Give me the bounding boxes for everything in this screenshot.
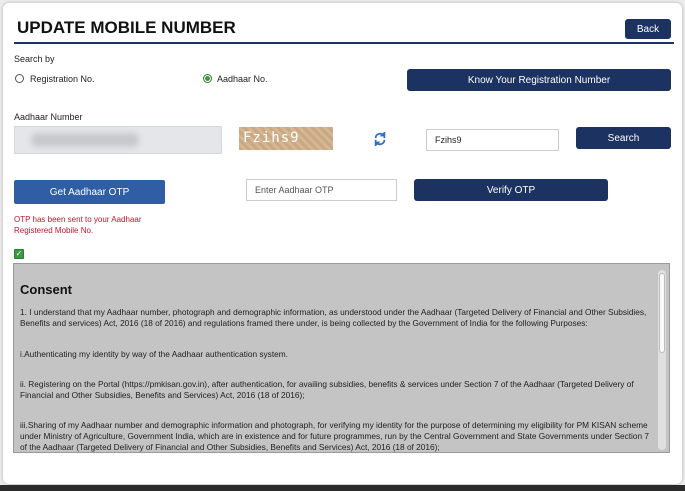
radio-aadhaar-no[interactable] [203,74,212,83]
consent-paragraph-2: i.Authenticating my identity by way of the Aadhaar authentication system. [20,349,288,359]
page-title: UPDATE MOBILE NUMBER [17,18,236,37]
get-aadhaar-otp-button[interactable]: Get Aadhaar OTP [14,180,165,204]
otp-message-line-1: OTP has been sent to your Aadhaar [14,215,142,224]
window-bottom-edge [0,485,685,491]
title-divider [14,42,674,44]
search-by-label: Search by [14,54,55,64]
captcha-input[interactable]: Fzihs9 [426,129,559,151]
otp-sent-message [14,214,174,236]
aadhaar-number-input[interactable] [14,126,222,154]
consent-paragraph-1: 1. I understand that my Aadhaar number, photograph and demographic information, as understood under the Aadhaar (Targeted Delivery of Financial and Other Subsidies, Benefits and services) Act, 2016 (18 of 2016) and regulations framed there under, is being collected by the Government of India for the following Purposes: [20,307,647,328]
consent-checkbox[interactable]: ✓ [15,249,23,258]
consent-paragraph-3: ii. Registering on the Portal (https://pmkisan.gov.in), after authentication, for availing subsidies, benefits & services under Section 7 of the Aadhaar (Targeted Delivery of Financial and Other Subsidies, Benefits and Services) Act, 2016 (18 of 2016); [20,379,634,400]
consent-paragraph-4: iii.Sharing of my Aadhaar number and demographic information and photograph, for verifying my identity for the purpose of determining my eligibility for PM KISAN scheme under Ministry of Agriculture, Government India, which are in existence and for future programmes, run by the Central Government and State Governments under Section 7 of the Aadhaar (Targeted Delivery of Financial and Other Subsidies, Benefits and Services) Act, 2016 (18 of 2016); [20,420,650,452]
refresh-captcha-icon[interactable] [373,132,387,146]
aadhaar-number-label: Aadhaar Number [14,112,83,122]
verify-otp-button[interactable]: Verify OTP [414,179,608,201]
consent-title: Consent [20,282,72,297]
captcha-image: Fzihs9 [239,127,333,150]
otp-message-line-2: Registered Mobile No. [14,226,94,235]
consent-scrollbar[interactable] [658,270,666,450]
back-button[interactable]: Back [625,19,671,39]
aadhaar-otp-input[interactable]: Enter Aadhaar OTP [246,179,397,201]
radio-registration-no-label: Registration No. [30,74,95,84]
consent-scrollbar-thumb[interactable] [659,273,665,353]
update-mobile-modal [3,3,682,484]
redacted-aadhaar-value [31,133,139,147]
know-registration-number-button[interactable]: Know Your Registration Number [407,69,671,91]
radio-aadhaar-no-label: Aadhaar No. [217,74,268,84]
consent-panel [13,263,670,453]
search-button[interactable]: Search [576,127,671,149]
radio-registration-no[interactable] [15,74,24,83]
